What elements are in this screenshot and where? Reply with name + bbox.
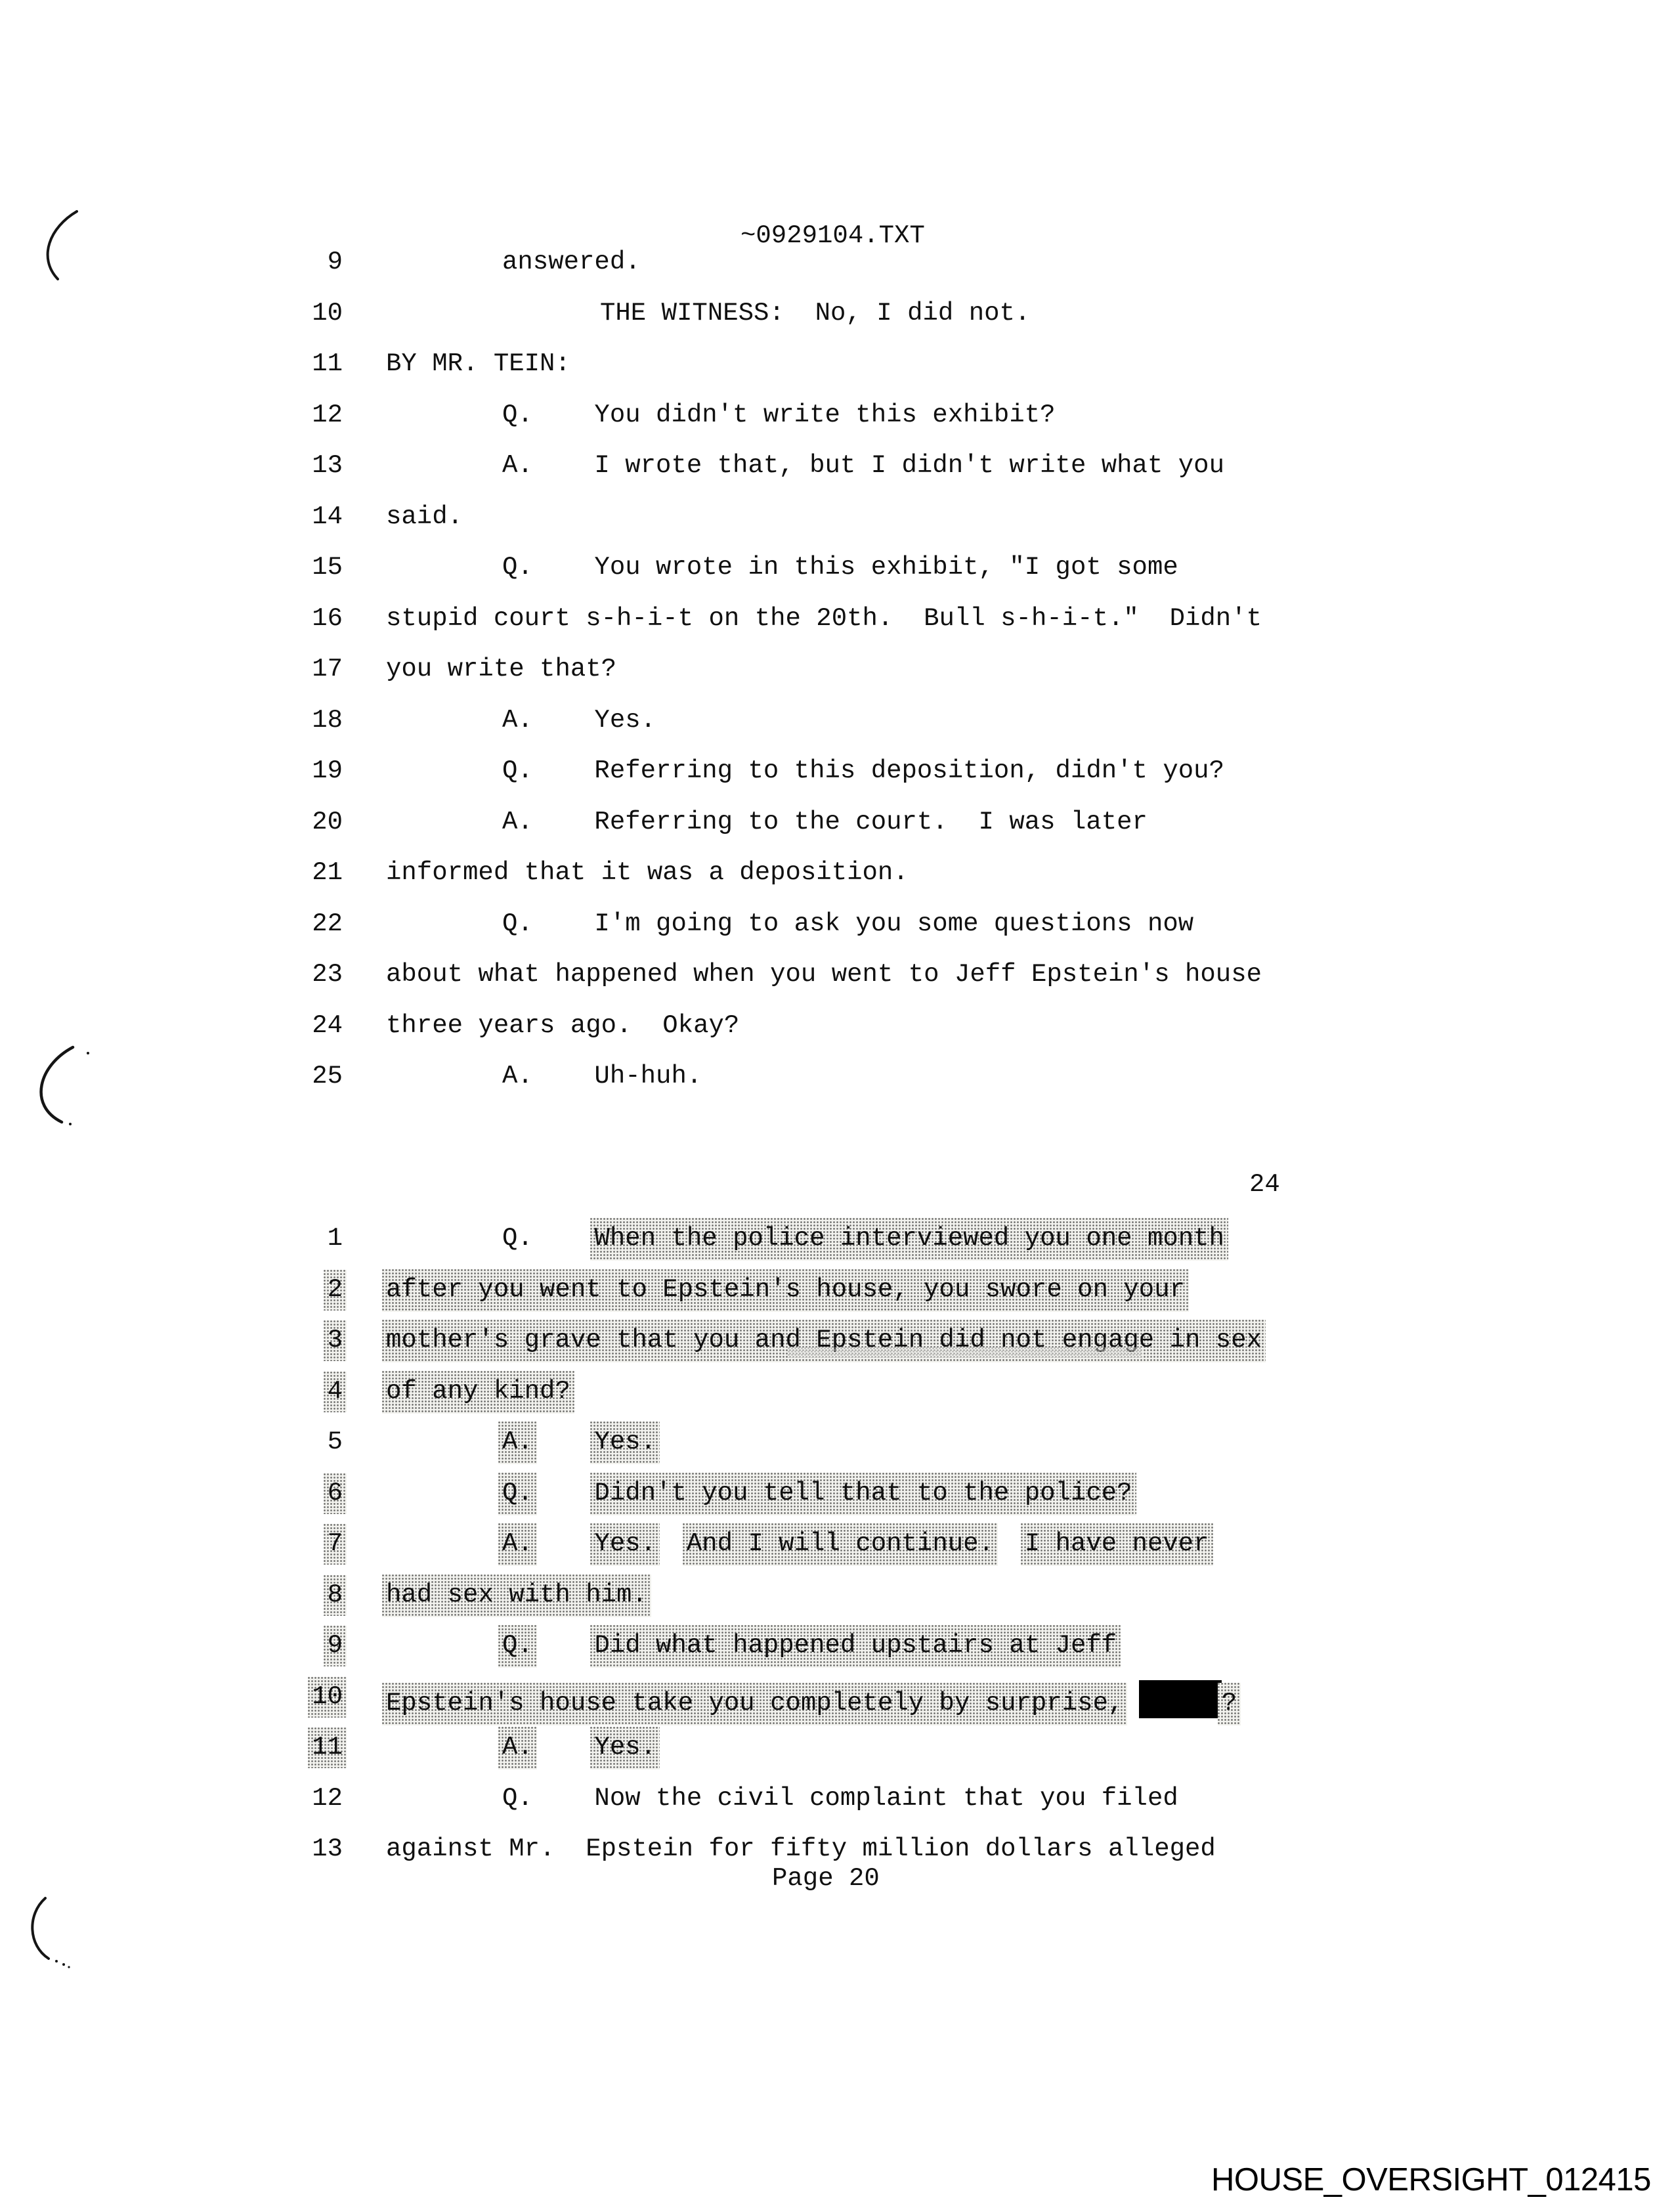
line-number: 14 [312, 502, 343, 531]
transcript-line [0, 246, 1674, 288]
transcript-line [0, 1782, 1674, 1824]
transcript-line [0, 500, 1674, 542]
highlighted-text-segment: after you went to Epstein's house, you swore on your [382, 1269, 1189, 1312]
line-number-cell [274, 806, 343, 838]
text-segment: A. I wrote that, but I didn't write what you [502, 451, 1224, 480]
line-text [502, 907, 1193, 940]
highlighted-text-segment: Did what happened upstairs at Jeff [590, 1625, 1121, 1668]
text-segment: informed that it was a deposition. [386, 858, 909, 887]
text-segment: answered. [502, 248, 641, 276]
line-number: 11 [308, 1727, 347, 1768]
highlighted-text-segment: Yes. [590, 1727, 660, 1769]
text-segment: about what happened when you went to Jeff Epstein's house [386, 960, 1262, 989]
line-number: 2 [324, 1270, 347, 1311]
line-number-cell [274, 1629, 343, 1662]
scan-speck [87, 1052, 89, 1054]
line-number-cell [274, 246, 343, 278]
line-number-cell [274, 1324, 343, 1356]
text-segment: A. Referring to the court. I was later [502, 807, 1148, 836]
line-number-cell [274, 551, 343, 584]
line-number-cell [274, 653, 343, 685]
line-number-cell [274, 449, 343, 482]
highlighted-text-segment: Q. [498, 1625, 537, 1668]
scan-speck [55, 1960, 58, 1963]
text-segment: you write that? [386, 655, 617, 683]
text-segment [533, 1479, 595, 1507]
line-number: 18 [312, 705, 343, 735]
line-number-cell [274, 907, 343, 940]
transcript-line [0, 1324, 1674, 1366]
transcript-line [0, 449, 1674, 491]
line-number-cell [274, 856, 343, 889]
highlighted-text-segment: A. [498, 1727, 537, 1769]
text-segment: Q. [502, 1224, 533, 1253]
transcript-line [0, 958, 1674, 1000]
transcript-line [0, 1578, 1674, 1620]
highlighted-text-segment: Yes. [590, 1421, 660, 1464]
text-segment: BY MR. TEIN: [386, 349, 570, 378]
text-segment [994, 1529, 1025, 1558]
line-text [386, 1273, 1185, 1306]
text-segment: three years ago. Okay? [386, 1010, 740, 1040]
line-number: 12 [312, 1783, 343, 1813]
line-text [502, 704, 656, 737]
transcript-line [0, 1527, 1674, 1569]
line-number-cell [274, 1578, 343, 1611]
header-filename: ~0929104.TXT [740, 221, 925, 250]
line-number: 22 [312, 909, 343, 938]
highlighted-text-segment: Q. [498, 1473, 537, 1515]
line-text [502, 1731, 656, 1764]
line-number-cell [274, 1832, 343, 1865]
line-number-cell [274, 500, 343, 533]
text-segment: against Mr. Epstein for fifty million dollars alleged [386, 1834, 1216, 1863]
scan-speck [62, 1963, 65, 1966]
line-number: 7 [324, 1524, 347, 1565]
text-segment: Q. You didn't write this exhibit? [502, 400, 1056, 429]
line-number: 23 [312, 960, 343, 989]
line-text [386, 1680, 1237, 1720]
highlighted-text-segment: of any kind? [382, 1371, 574, 1414]
line-number: 6 [324, 1473, 347, 1514]
transcript-line [0, 602, 1674, 644]
line-text [386, 1009, 739, 1042]
line-text [502, 754, 1224, 787]
transcript-line [0, 1009, 1674, 1051]
text-segment: A. Yes. [502, 705, 656, 735]
highlighted-text-segment: A. [498, 1421, 537, 1464]
transcript-line [0, 297, 1674, 339]
highlighted-text-segment: had sex with him. [382, 1574, 651, 1617]
line-text [386, 1375, 570, 1408]
highlighted-text-segment: Didn't you tell that to the police? [590, 1473, 1136, 1515]
transcript-line [0, 347, 1674, 389]
page-number-top-right: 24 [1249, 1170, 1280, 1199]
line-text [502, 1477, 1132, 1509]
scan-speck [68, 1966, 70, 1968]
line-text [600, 297, 1030, 330]
line-number-cell [274, 399, 343, 431]
text-segment [533, 1733, 595, 1762]
line-text [502, 1629, 1117, 1662]
transcript-line [0, 551, 1674, 593]
transcript-line [0, 1731, 1674, 1773]
line-text [386, 958, 1262, 991]
text-segment [1123, 1689, 1138, 1718]
line-number: 16 [312, 603, 343, 633]
line-number: 11 [312, 349, 343, 378]
transcript-line [0, 1477, 1674, 1519]
line-number-cell [274, 1009, 343, 1042]
line-number-cell [274, 1273, 343, 1306]
line-text [502, 399, 1056, 431]
line-number: 12 [312, 400, 343, 429]
highlighted-text-segment: A. [498, 1523, 537, 1566]
text-segment: A. Uh-huh. [502, 1062, 702, 1091]
line-text [502, 551, 1178, 584]
transcript-line [0, 704, 1674, 746]
line-number: 8 [324, 1575, 347, 1616]
line-number-cell [274, 754, 343, 787]
line-number-cell [274, 1731, 343, 1764]
line-text [386, 856, 909, 889]
transcript-line [0, 399, 1674, 441]
bates-number: HOUSE_OVERSIGHT_012415 [1211, 2162, 1651, 2198]
line-text [502, 1222, 1224, 1255]
line-number: 1 [327, 1224, 343, 1253]
line-number-cell [274, 1477, 343, 1509]
line-text [386, 653, 616, 685]
line-number: 10 [312, 298, 343, 328]
highlighted-text-segment: I have never [1021, 1523, 1213, 1566]
highlighted-text-segment: Yes. [590, 1523, 660, 1566]
line-number-cell [274, 1425, 343, 1458]
line-number: 4 [324, 1372, 347, 1412]
text-segment [533, 1631, 595, 1660]
highlight-smear-artifact [788, 1347, 1142, 1358]
line-number-cell [274, 958, 343, 991]
transcript-line [0, 907, 1674, 949]
text-segment [533, 1224, 595, 1253]
line-text [386, 347, 570, 380]
transcript-line [0, 1375, 1674, 1417]
transcript-line [0, 1273, 1674, 1315]
line-number: 3 [324, 1320, 347, 1361]
line-number-cell [274, 1222, 343, 1255]
transcript-line [0, 1680, 1674, 1722]
line-number: 10 [308, 1677, 347, 1718]
line-number: 25 [312, 1062, 343, 1091]
line-number-cell [274, 1782, 343, 1815]
text-segment: Q. I'm going to ask you some questions now [502, 909, 1194, 938]
text-segment: Q. You wrote in this exhibit, "I got some [502, 553, 1178, 582]
line-number-cell [274, 704, 343, 737]
transcript-line [0, 806, 1674, 848]
text-segment: Q. Now the civil complaint that you filed [502, 1783, 1178, 1813]
line-number: 9 [327, 248, 343, 276]
transcript-line [0, 856, 1674, 898]
line-text [502, 246, 641, 278]
transcript-line [0, 1425, 1674, 1467]
transcript-line [0, 1060, 1674, 1102]
left-margin-arc-3 [32, 1898, 49, 1959]
line-text [386, 1578, 647, 1611]
highlighted-text-segment: When the police interviewed you one month [590, 1218, 1228, 1261]
footer-page-label: Page 20 [772, 1864, 880, 1893]
line-text [386, 500, 463, 533]
text-segment [533, 1529, 595, 1558]
line-number: 21 [312, 858, 343, 887]
line-text [386, 1832, 1216, 1865]
line-number: 9 [324, 1626, 347, 1666]
line-number-cell [274, 1375, 343, 1408]
line-number-cell [274, 1527, 343, 1560]
transcript-line [0, 653, 1674, 695]
scan-speck [69, 1123, 72, 1125]
highlighted-text-segment: And I will continue. [683, 1523, 998, 1566]
text-segment: stupid court s-h-i-t on the 20th. Bull s-h-i-t." Didn't [386, 603, 1262, 633]
highlighted-text-segment: Epstein's house take you completely by surprise, [382, 1683, 1127, 1725]
transcript-line [0, 1629, 1674, 1671]
transcript-line [0, 754, 1674, 796]
line-number-cell [274, 297, 343, 330]
line-text [502, 1527, 1209, 1560]
line-number: 13 [312, 1834, 343, 1863]
line-number-cell [274, 347, 343, 380]
text-segment [656, 1529, 687, 1558]
line-number: 19 [312, 756, 343, 785]
line-text [386, 602, 1262, 635]
line-number: 17 [312, 655, 343, 683]
text-segment [533, 1427, 595, 1456]
line-text [502, 449, 1224, 482]
line-number-cell [274, 1060, 343, 1093]
line-number-cell [274, 602, 343, 635]
redaction-box [1139, 1680, 1222, 1718]
line-number: 15 [312, 553, 343, 582]
text-segment: Q. Referring to this deposition, didn't you? [502, 756, 1224, 785]
line-text [502, 1425, 656, 1458]
line-number: 5 [327, 1427, 343, 1456]
line-text [502, 1782, 1178, 1815]
line-number: 13 [312, 451, 343, 480]
line-number: 24 [312, 1010, 343, 1040]
highlighted-text-segment: mother's grave that you and Epstein did not engage in sex [382, 1320, 1266, 1362]
line-text [502, 1060, 702, 1093]
transcript-line [0, 1222, 1674, 1264]
highlighted-text-segment: ? [1218, 1683, 1241, 1725]
line-number: 20 [312, 807, 343, 836]
line-text [502, 806, 1148, 838]
text-segment: THE WITNESS: No, I did not. [600, 298, 1031, 328]
text-segment: said. [386, 502, 463, 531]
line-number-cell [274, 1680, 343, 1713]
